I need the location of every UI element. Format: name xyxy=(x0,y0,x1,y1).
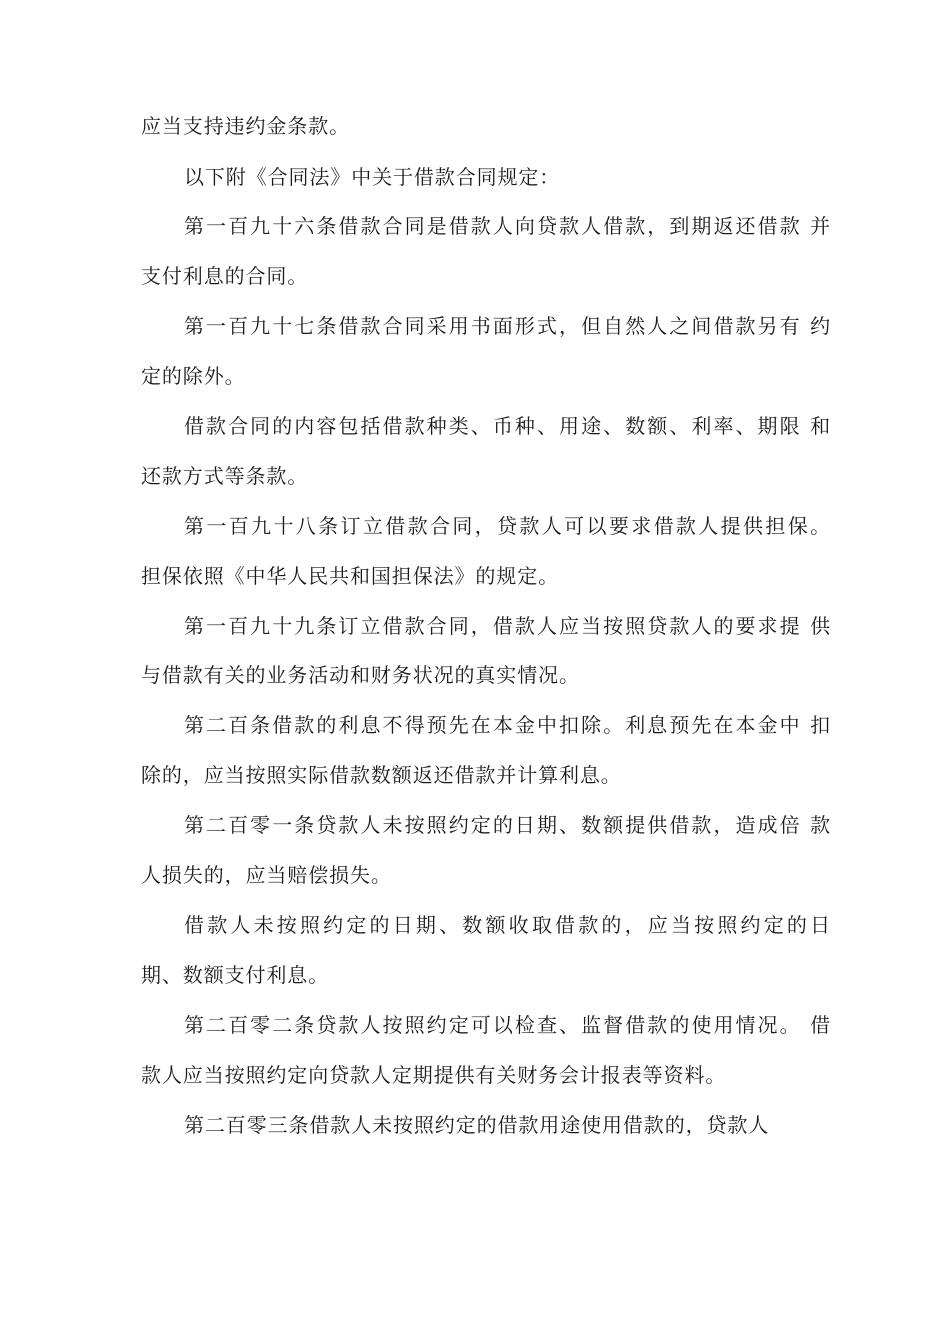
paragraph-line: 借款人未按照约定的日期、数额收取借款的，应当按照约定的日 xyxy=(184,913,831,937)
text-line: 期、数额支付利息。 xyxy=(141,963,330,987)
paragraph-line: 第一百九十九条订立借款合同，借款人应当按照贷款人的要求提 供 xyxy=(184,614,831,638)
paragraph-line: 第一百九十七条借款合同采用书面形式，但自然人之间借款另有 约 xyxy=(184,314,831,338)
paragraph-line: 第二百零三条借款人未按照约定的借款用途使用借款的，贷款人 xyxy=(184,1113,770,1137)
text-line: 定的除外。 xyxy=(141,364,246,388)
paragraph-line: 第二百零一条贷款人未按照约定的日期、数额提供借款，造成倍 款 xyxy=(184,813,831,837)
paragraph-line: 以下附《合同法》中关于借款合同规定： xyxy=(184,165,561,189)
text-line: 应当支持违约金条款。 xyxy=(141,114,350,138)
paragraph-line: 第一百九十六条借款合同是借款人向贷款人借款，到期返还借款 并 xyxy=(184,214,831,238)
text-line: 与借款有关的业务活动和财务状况的真实情况。 xyxy=(141,663,580,687)
paragraph-line: 第二百零二条贷款人按照约定可以检查、监督借款的使用情况。 借 xyxy=(184,1013,831,1037)
paragraph-line: 第二百条借款的利息不得预先在本金中扣除。利息预先在本金中 扣 xyxy=(184,713,831,737)
text-line: 除的，应当按照实际借款数额返还借款并计算利息。 xyxy=(141,763,622,787)
text-line: 支付利息的合同。 xyxy=(141,264,309,288)
text-line: 人损失的，应当赔偿损失。 xyxy=(141,863,392,887)
paragraph-line: 第一百九十八条订立借款合同，贷款人可以要求借款人提供担保。 xyxy=(184,514,831,538)
text-line: 款人应当按照约定向贷款人定期提供有关财务会计报表等资料。 xyxy=(141,1063,727,1087)
paragraph-line: 借款合同的内容包括借款种类、币种、用途、数额、利率、期限 和 xyxy=(184,414,831,438)
text-line: 还款方式等条款。 xyxy=(141,464,309,488)
text-line: 担保依照《中华人民共和国担保法》的规定。 xyxy=(141,564,559,588)
